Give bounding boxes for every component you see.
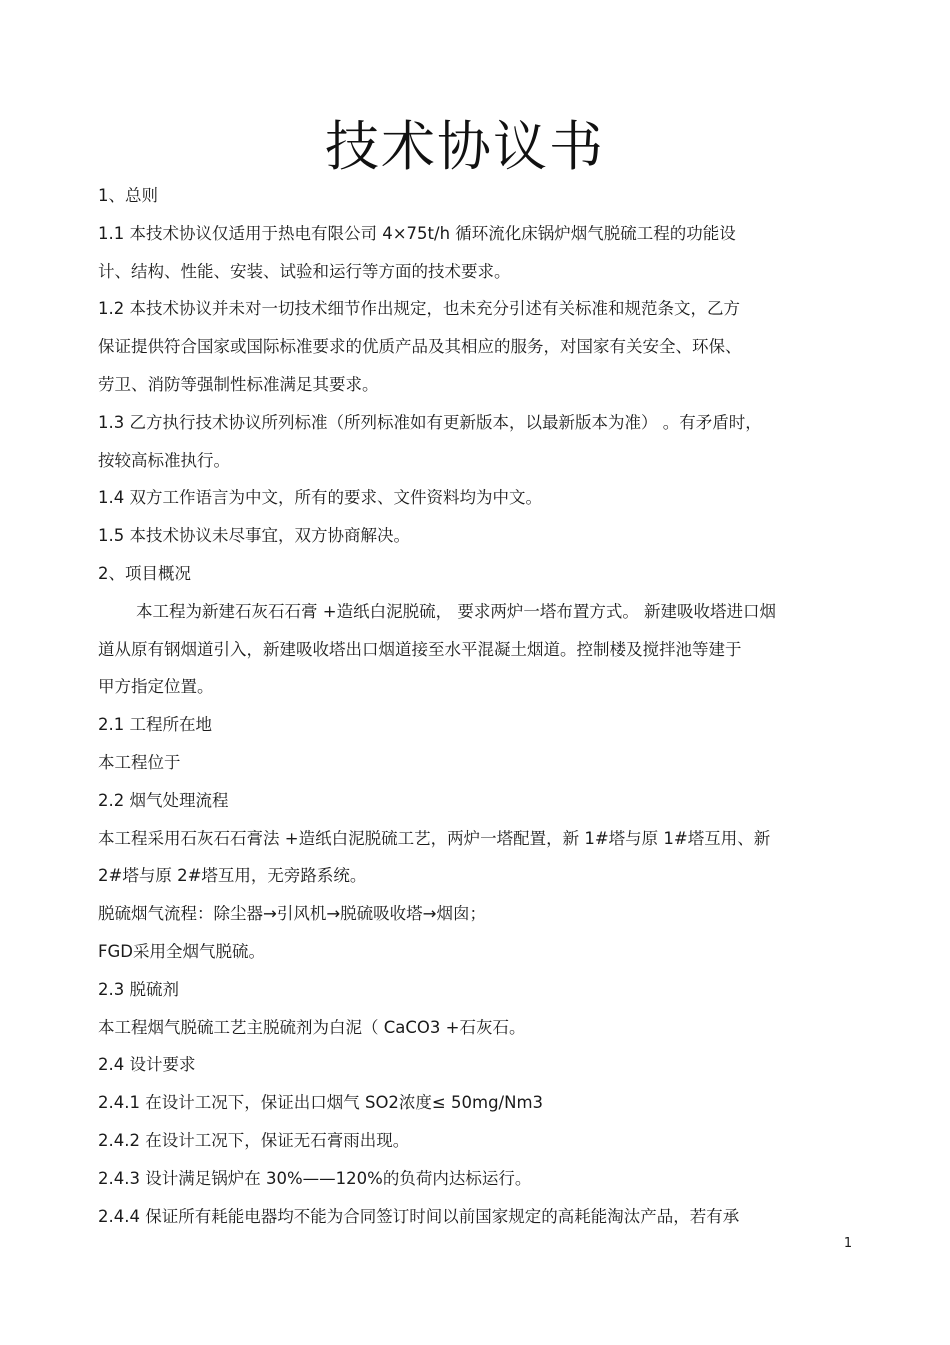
subsection-heading: 2.4 设计要求 (98, 1055, 196, 1075)
paragraph-line: 2#塔与原 2#塔互用，无旁路系统。 (98, 866, 367, 886)
paragraph-line: 2.4.2 在设计工况下，保证无石膏雨出现。 (98, 1130, 410, 1150)
paragraph-line: 1.1 本技术协议仅适用于热电有限公司 4×75t/h 循环流化床锅炉烟气脱硫工程的功能设 (98, 223, 736, 243)
paragraph-line: 按较高标准执行。 (98, 450, 230, 470)
paragraph-line: 本工程采用石灰石石膏法 +造纸白泥脱硫工艺，两炉一塔配置，新 1#塔与原 1#塔互用、新 (98, 828, 771, 848)
paragraph-line: 本工程为新建石灰石石膏 +造纸白泥脱硫， 要求两炉一塔布置方式。 新建吸收塔进口烟 (136, 601, 777, 621)
paragraph-line: 道从原有钢烟道引入，新建吸收塔出口烟道接至水平混凝土烟道。控制楼及搅拌池等建于 (98, 639, 742, 659)
subsection-heading: 2.2 烟气处理流程 (98, 790, 229, 810)
section-heading: 1、总则 (98, 186, 158, 205)
paragraph-line: FGD采用全烟气脱硫。 (98, 941, 265, 961)
paragraph-line: 保证提供符合国家或国际标准要求的优质产品及其相应的服务，对国家有关安全、环保、 (98, 337, 742, 357)
section-heading: 2、项目概况 (98, 563, 191, 583)
paragraph-line: 劳卫、消防等强制性标准满足其要求。 (98, 374, 379, 394)
paragraph-line: 1.2 本技术协议并未对一切技术细节作出规定，也未充分引述有关标准和规范条文，乙方 (98, 299, 740, 319)
paragraph-line: 本工程烟气脱硫工艺主脱硫剂为白泥（ CaCO3 +石灰石。 (98, 1017, 526, 1037)
document-body (98, 177, 850, 1235)
subsection-heading: 2.1 工程所在地 (98, 715, 212, 735)
paragraph-line: 脱硫烟气流程：除尘器→引风机→脱硫吸收塔→烟囱； (98, 904, 486, 924)
paragraph-line: 2.4.4 保证所有耗能电器均不能为合同签订时间以前国家规定的高耗能淘汰产品，若有承 (98, 1206, 740, 1226)
paragraph-line: 1.5 本技术协议未尽事宜，双方协商解决。 (98, 526, 410, 546)
paragraph-line: 计、结构、性能、安装、试验和运行等方面的技术要求。 (98, 261, 511, 281)
page-number: 1 (843, 1236, 853, 1251)
paragraph-line: 甲方指定位置。 (98, 677, 214, 697)
subsection-heading: 2.3 脱硫剂 (98, 979, 179, 999)
paragraph-line: 1.3 乙方执行技术协议所列标准（所列标准如有更新版本，以最新版本为准） 。有矛盾时， (98, 412, 762, 432)
paragraph-line: 1.4 双方工作语言为中文，所有的要求、文件资料均为中文。 (98, 488, 542, 508)
page-title: 技术协议书 (325, 115, 605, 178)
paragraph-line: 2.4.1 在设计工况下，保证出口烟气 SO2浓度≤ 50mg/Nm3 (98, 1093, 544, 1113)
paragraph-line: 本工程位于 (98, 752, 181, 772)
paragraph-line: 2.4.3 设计满足锅炉在 30%——120%的负荷内达标运行。 (98, 1168, 532, 1188)
